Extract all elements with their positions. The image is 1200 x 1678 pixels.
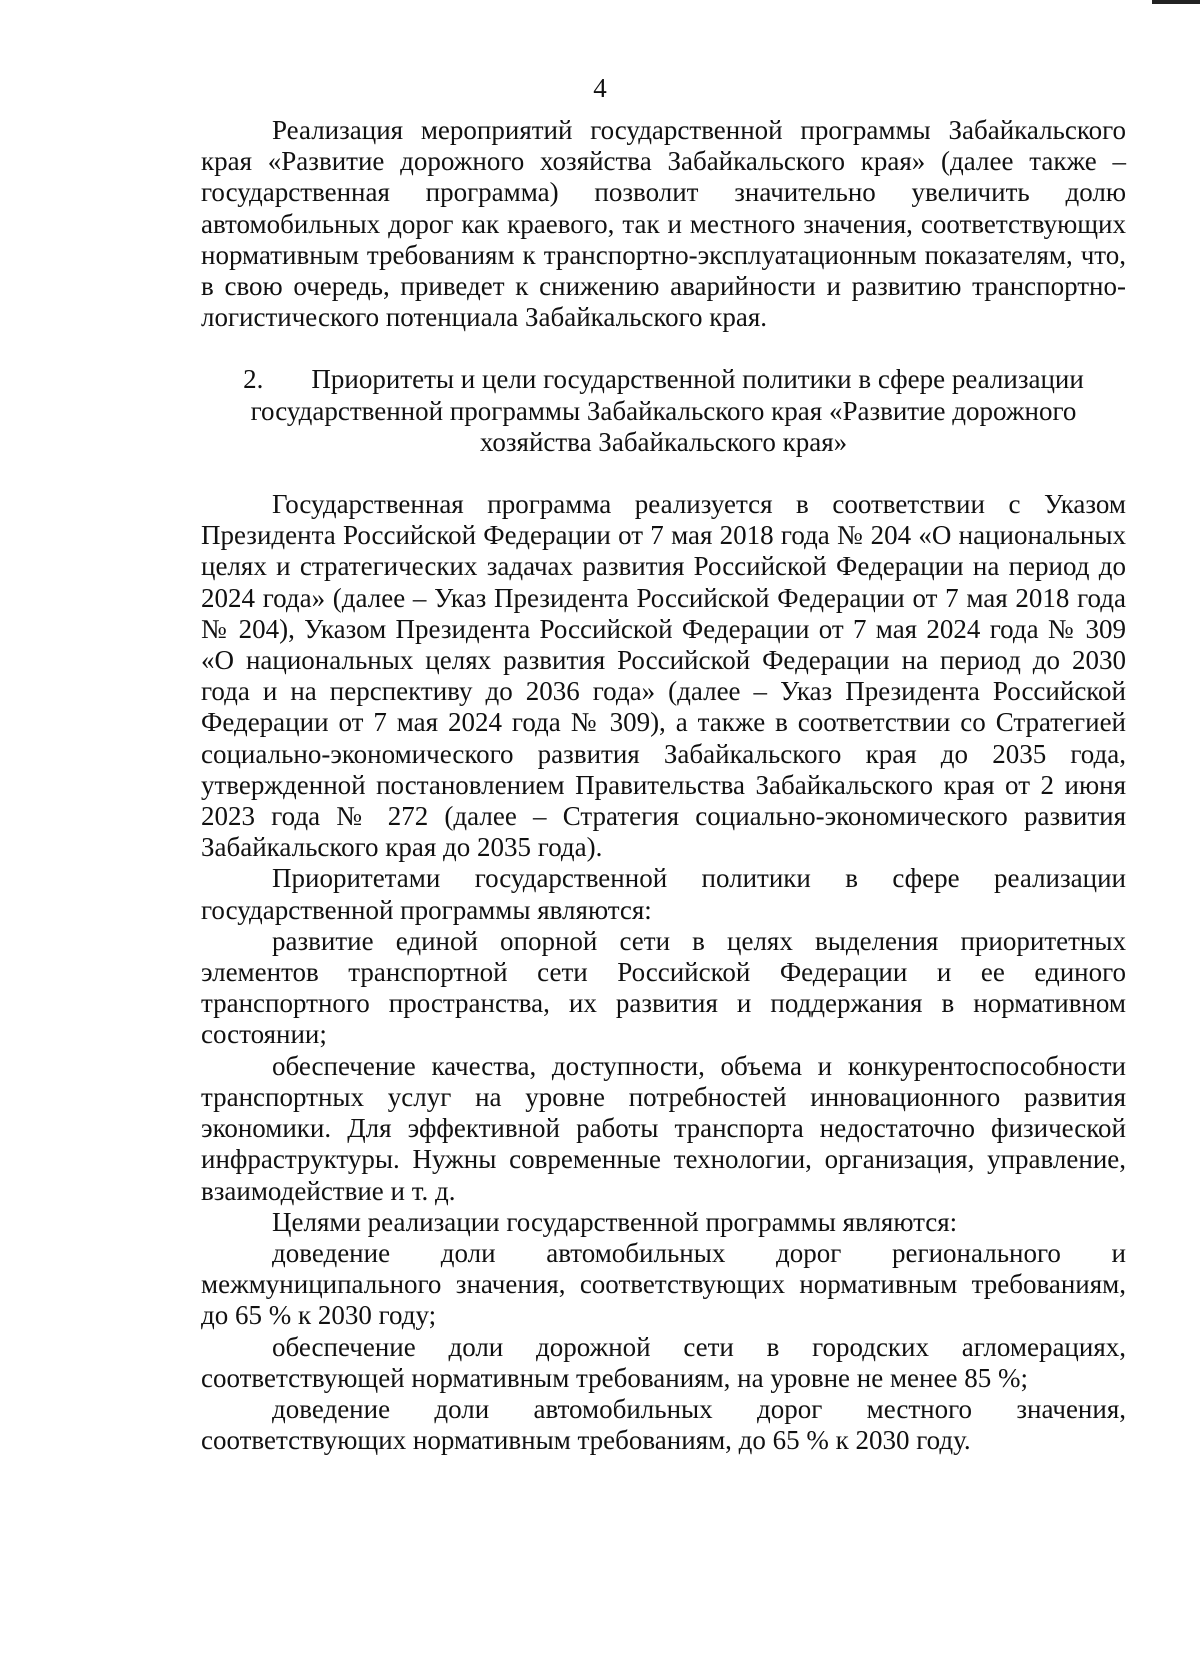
document-body [201, 115, 1126, 1456]
section-heading-line-2: государственной программы Забайкальского края «Развитие дорожного [250, 395, 1077, 426]
paragraph-goals-intro: Целями реализации государственной программы являются: [272, 1206, 958, 1237]
corner-scan-mark [1152, 0, 1200, 4]
paragraph-priority-network: развитие единой опорной сети в целях выделения приоритетных элементов транспортной сети Российской Федерации и ее единого транспортного пространства, их развития и поддержания в нормативном состоянии; [201, 925, 1126, 1050]
paragraph-decrees: Государственная программа реализуется в соответствии с Указом Президента Российской Федерации от 7 мая 2018 года № 204 «О национальных целях и стратегических задачах развития Российской Федерации на период до 2024 года» (далее – Указ Президента Российской Федерации от 7 мая 2018 года № 204), Указом Президента Российской Федерации от 7 мая 2024 года № 309 «О национальных целях развития Российской Федерации на период до 2030 года и на перспективу до 2036 года» (далее – Указ Президента Российской Федерации от 7 мая 2024 года № 309), а также в соответствии со Стратегией социально-экономического развития Забайкальского края до 2035 года, утвержденной постановлением Правительства Забайкальского края от 2 июня 2023 года № 272 (далее – Стратегия социально-экономического развития Забайкальского края до 2035 года). [201, 489, 1126, 863]
paragraph-goal-agglomerations: обеспечение доли дорожной сети в городских агломерациях, соответствующей нормативным требованиям, на уровне не менее 85 %; [201, 1331, 1126, 1393]
section-heading-line-1 [201, 364, 1126, 395]
paragraph-goal-local-roads: доведение доли автомобильных дорог местного значения, соответствующих нормативным требованиям, до 65 % к 2030 году. [201, 1393, 1126, 1456]
paragraph-goal-regional-roads: доведение доли автомобильных дорог регионального и межмуниципального значения, соответствующих нормативным требованиям, до 65 % к 2030 году; [201, 1237, 1126, 1331]
section-heading-text-1: Приоритеты и цели государственной политики в сфере реализации [311, 364, 1084, 395]
paragraph-priorities-intro: Приоритетами государственной политики в сфере реализации государственной программы являются: [201, 863, 1126, 925]
section-heading [201, 364, 1126, 458]
section-number: 2. [243, 364, 264, 395]
intro-paragraph: Реализация мероприятий государственной программы Забайкальского края «Развитие дорожного хозяйства Забайкальского края» (далее также – государственная программа) позволит значительно увеличить долю автомобильных дорог как краевого, так и местного значения, соответствующих нормативным требованиям к транспортно-эксплуатационным показателям, что, в свою очередь, приведет к снижению аварийности и развитию транспортно-логистического потенциала Забайкальского края. [201, 115, 1126, 333]
page-number: 4 [593, 73, 607, 103]
paragraph-priority-quality: обеспечение качества, доступности, объема и конкурентоспособности транспортных услуг на уровне потребностей инновационного развития экономики. Для эффективной работы транспорта недостаточно физической инфраструктуры. Нужны современные технологии, организация, управление, взаимодействие и т. д. [201, 1050, 1126, 1206]
section-heading-line-3: хозяйства Забайкальского края» [479, 426, 848, 457]
